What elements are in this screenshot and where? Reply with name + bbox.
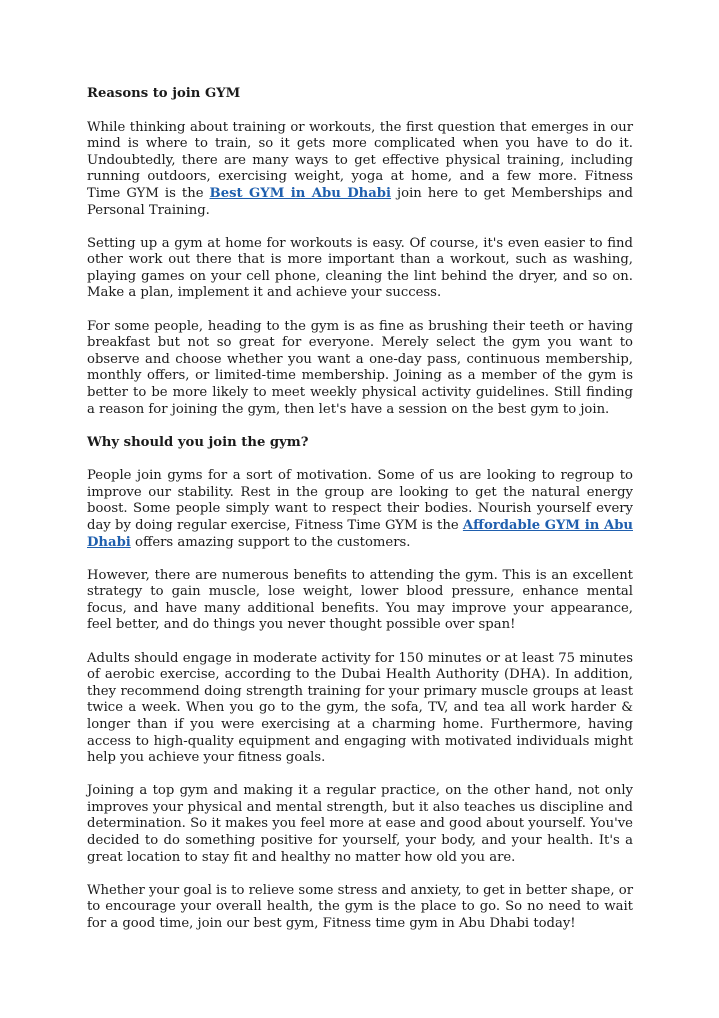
paragraph-conclusion: Whether your goal is to relieve some stress and anxiety, to get in better shape, or to encourage your overall health, the gym is the place to go. So no need to wait for a good time, join our best gym, Fitness time gym in Abu Dhabi today! — [87, 882, 633, 931]
best-gym-link[interactable]: Best GYM in Abu Dhabi — [209, 185, 392, 201]
paragraph-intro — [87, 120, 633, 220]
paragraph-intro-text-end: join here to get Memberships and Personal Training. — [87, 185, 633, 218]
paragraph-motivation-text-end: offers amazing support to the customers. — [130, 534, 411, 550]
document-page — [87, 86, 633, 949]
paragraph-benefits: However, there are numerous benefits to attending the gym. This is an excellent strategy to gain muscle, lose weight, lower blood pressure, enhance mental focus, and have many additional benefits. You may improve your appearance, feel better, and do things you never thought possible over span! — [87, 567, 633, 633]
paragraph-motivation-text: People join gyms for a sort of motivation. Some of us are looking to regroup to improve our stability. Rest in the group are looking to get the natural energy boost. Some people simply want to respect their bodies. Nourish yourself every day by doing regular exercise, Fitness Time GYM is the — [87, 468, 633, 533]
heading-why-join: Why should you join the gym? — [87, 434, 309, 450]
paragraph-motivation — [87, 468, 633, 551]
affordable-gym-link[interactable]: Affordable GYM in Abu Dhabi — [87, 517, 633, 550]
paragraph-guidelines: Adults should engage in moderate activity for 150 minutes or at least 75 minutes of aerobic exercise, according to the Dubai Health Authority (DHA). In addition, they recommend doing strength training for your primary muscle groups at least twice a week. When you go to the gym, the sofa, TV, and tea all work harder & longer than if you were exercising at a charming home. Furthermore, having access to high-quality equipment and engaging with motivated individuals might help you achieve your fitness goals. — [87, 650, 633, 766]
paragraph-membership: For some people, heading to the gym is as fine as brushing their teeth or having breakfast but not so great for everyone. Merely select the gym you want to observe and choose whether you want a one-day pass, continuous membership, monthly offers, or limited-time membership. Joining as a member of the gym is better to be more likely to meet weekly physical activity guidelines. Still finding a reason for joining the gym, then let's have a session on the best gym to join. — [87, 318, 633, 417]
paragraph-discipline: Joining a top gym and making it a regular practice, on the other hand, not only improves your physical and mental strength, but it also teaches us discipline and determination. So it makes you feel more at ease and good about yourself. You've decided to do something positive for yourself, your body, and your health. It's a great location to stay fit and healthy no matter how old you are. — [87, 783, 633, 865]
heading-reasons-to-join: Reasons to join GYM — [87, 86, 241, 101]
paragraph-intro-text: While thinking about training or workouts, the first question that emerges in our mind is where to train, so it gets more complicated when you have to do it. Undoubtedly, there are many ways to get effective physical training, including running outdoors, exercising weight, yoga at home, and a few more. Fitness Time GYM is the — [87, 119, 633, 201]
paragraph-home-gym: Setting up a gym at home for workouts is easy. Of course, it's even easier to find other work out there that is more important than a workout, such as washing, playing games on your cell phone, cleaning the lint behind the dryer, and so on. Make a plan, implement it and achieve your success. — [87, 235, 633, 301]
